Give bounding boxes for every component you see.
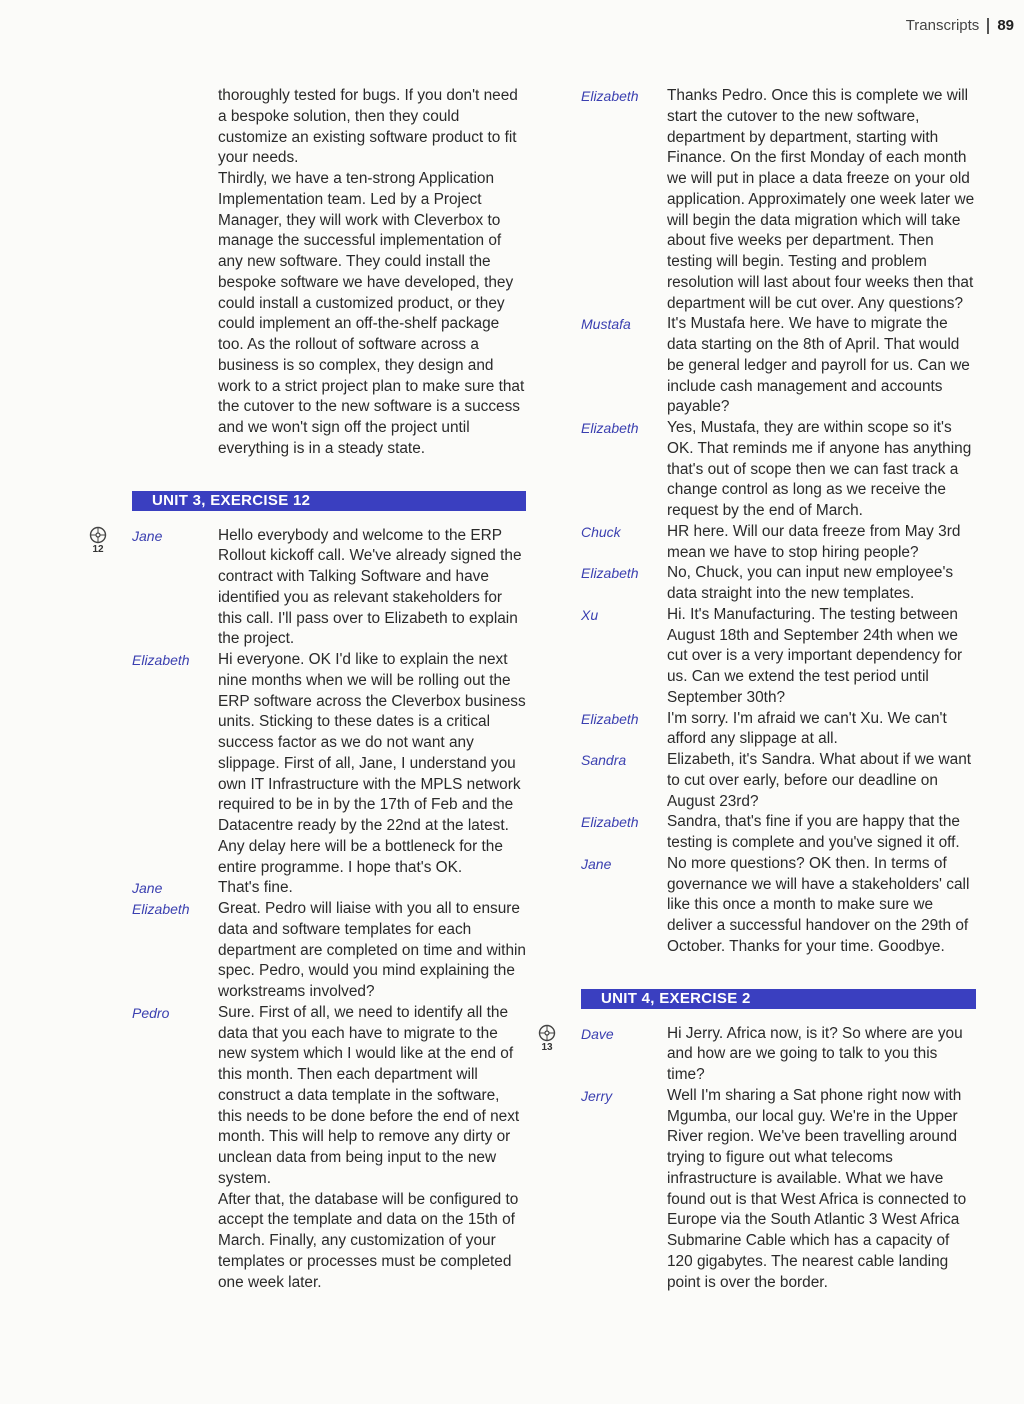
speech-text: It's Mustafa here. We have to migrate the data starting on the 8th of April. That would be general ledger and payroll for us. Can we include cash management and accounts payable? <box>667 315 970 416</box>
speech-text: Elizabeth, it's Sandra. What about if we want to cut over early, before our deadline on August 23rd? <box>667 751 972 810</box>
speech-text: Sandra, that's fine if you are happy that the testing is complete and you've signed it off. <box>667 813 960 851</box>
page-number: 89 <box>997 17 1014 34</box>
transcript-entry <box>581 605 976 709</box>
transcript-entry <box>132 650 526 878</box>
speech-text: Yes, Mustafa, they are within scope so it's OK. That reminds me if anyone has anything that's out of scope then we can fast track a change control as long as we receive the request by the end of March. <box>667 419 972 519</box>
track-number: 13 <box>541 1041 553 1053</box>
cd-audio-icon <box>89 526 107 544</box>
speech-text: Hi Jerry. Africa now, is it? So where are you and how are we going to talk to you this time? <box>667 1024 963 1083</box>
intro-paragraph-1: thoroughly tested for bugs. If you don't need a bespoke solution, then they could customize an existing software product to fit your needs. <box>218 87 518 167</box>
speech-text: After that, the database will be configured to accept the template and data on the 15th of March. Finally, any customization of your templates or processes must be completed one week later. <box>218 1190 519 1291</box>
speaker-name: Elizabeth <box>581 565 639 582</box>
audio-track-marker <box>536 1024 558 1054</box>
right-column <box>541 86 976 1293</box>
page-header <box>906 17 1014 34</box>
speech-text: Thanks Pedro. Once this is complete we will start the cutover to the new software, department by department, starting with Finance. On the first Monday of each month we will put in place a data freeze on your old application. Approximately one week later we will begin the data migration which will take about five weeks per department. Then testing will begin. Testing and problem resolution will last about four weeks then that department will be cut over. Any questions? <box>667 87 975 312</box>
speaker-name: Pedro <box>132 1004 170 1021</box>
track-number: 12 <box>92 543 104 555</box>
speaker-name: Mustafa <box>581 316 631 333</box>
speaker-name <box>132 1190 218 1294</box>
transcript-entry <box>581 854 976 958</box>
speech-text: HR here. Will our data freeze from May 3rd mean we have to stop hiring people? <box>667 522 961 561</box>
transcript-entry <box>132 899 526 1003</box>
speaker-name: Elizabeth <box>581 88 639 104</box>
unit-heading-unit4-ex2: UNIT 4, EXERCISE 2 <box>581 989 976 1009</box>
speech-text: Hi everyone. OK I'd like to explain the next nine months when we will be rolling out the ERP software across the Cleverbox business units. Sticking to these dates is a critical success factor as we do not want any slippage. First of all, Jane, I understand you own IT Infrastructure with the MPLS network required to be in by the 17th of Feb and the Datacentre ready by the 22nd at the latest. Any delay here will be a bottleneck for the entire programme. I hope that's OK. <box>218 651 526 876</box>
transcript-entry <box>581 418 976 522</box>
speech-text: No, Chuck, you can input new employee's data straight into the new templates. <box>667 564 954 602</box>
speaker-name: Elizabeth <box>581 420 639 436</box>
intro-paragraph-2: Thirdly, we have a ten-strong Application Implementation team. Led by a Project Manager, they will work with Cleverbox to manage the successful implementation of any new software. They could install the bespoke software we have developed, they could install a customized product, or they could implement an off-the-shelf package too. As the rollout of software across a business is so complex, they design and work to a strict project plan to make sure that the cutover to the new software is a success and we won't sign off the project until everything is in a steady state. <box>218 170 525 457</box>
speech-text: Great. Pedro will liaise with you all to ensure data and software templates for each department are completed on time and within spec. Pedro, would you mind explaining the workstreams involved? <box>218 900 526 1000</box>
transcript-entry <box>581 522 976 564</box>
transcript-entry <box>92 526 526 651</box>
section-title: Transcripts <box>905 17 980 34</box>
transcript-entry <box>581 563 976 605</box>
speech-text: Well I'm sharing a Sat phone right now with Mgumba, our local guy. We're in the Upper River region. We've been travelling around trying to figure out what telecoms infrastructure is available. What we have found out is that West Africa is connected to Europe via the South Atlantic 3 West Africa Submarine Cable which has a capacity of 120 gigabytes. The nearest cable landing point is over the border. <box>667 1086 967 1291</box>
transcript-entry <box>541 1024 976 1086</box>
transcript-entry <box>581 709 976 751</box>
speaker-name: Elizabeth <box>132 652 190 668</box>
speaker-name: Dave <box>581 1025 614 1042</box>
speaker-name: Elizabeth <box>581 710 639 727</box>
unit-heading-unit3-ex12: UNIT 3, EXERCISE 12 <box>132 491 526 511</box>
audio-track-marker <box>87 526 109 556</box>
left-column <box>92 86 526 1293</box>
transcript-entry <box>132 1003 526 1190</box>
cd-audio-icon <box>538 1024 556 1042</box>
speech-text: Hello everybody and welcome to the ERP Rollout kickoff call. We've already signed the contract with Talking Software and have identified you as relevant stakeholders for this call. I'll pass over to Elizabeth to explain the project. <box>218 526 522 648</box>
transcript-entry <box>581 86 976 314</box>
transcript-entry <box>581 750 976 812</box>
transcript-entry <box>581 812 976 854</box>
speech-text: That's fine. <box>218 879 293 897</box>
speaker-name: Jane <box>132 527 163 544</box>
transcript-entry <box>581 1086 976 1294</box>
speaker-name: Jane <box>581 855 612 872</box>
speaker-name: Jerry <box>581 1087 613 1104</box>
speaker-name: Jane <box>132 880 163 897</box>
speaker-name: Elizabeth <box>132 901 190 917</box>
speaker-name: Chuck <box>581 523 621 540</box>
header-divider <box>987 18 989 34</box>
transcript-entry <box>581 314 976 418</box>
speaker-name: Sandra <box>581 752 627 768</box>
speech-text: Sure. First of all, we need to identify all the data that you each have to migrate to the new system which I would like at the end of this month. Then each department will construct a data template in the software, this needs to be done before the end of next month. This will help to remove any dirty or unclean data from being input to the new system. <box>218 1003 520 1187</box>
speaker-name: Xu <box>581 606 599 623</box>
speaker-name: Elizabeth <box>581 814 639 831</box>
transcript-entry <box>132 878 526 899</box>
speech-text: I'm sorry. I'm afraid we can't Xu. We can't afford any slippage at all. <box>667 709 947 748</box>
speech-text: Hi. It's Manufacturing. The testing between August 18th and September 24th when we cut over is a very important dependency for us. Can we extend the test period until September 30th? <box>667 605 963 706</box>
transcript-entry <box>132 1190 526 1294</box>
speech-text: No more questions? OK then. In terms of governance we will have a stakeholders' call like this once a month to make sure we deliver a successful handover on the 29th of October. Thanks for your time. Goodbye. <box>667 854 970 955</box>
